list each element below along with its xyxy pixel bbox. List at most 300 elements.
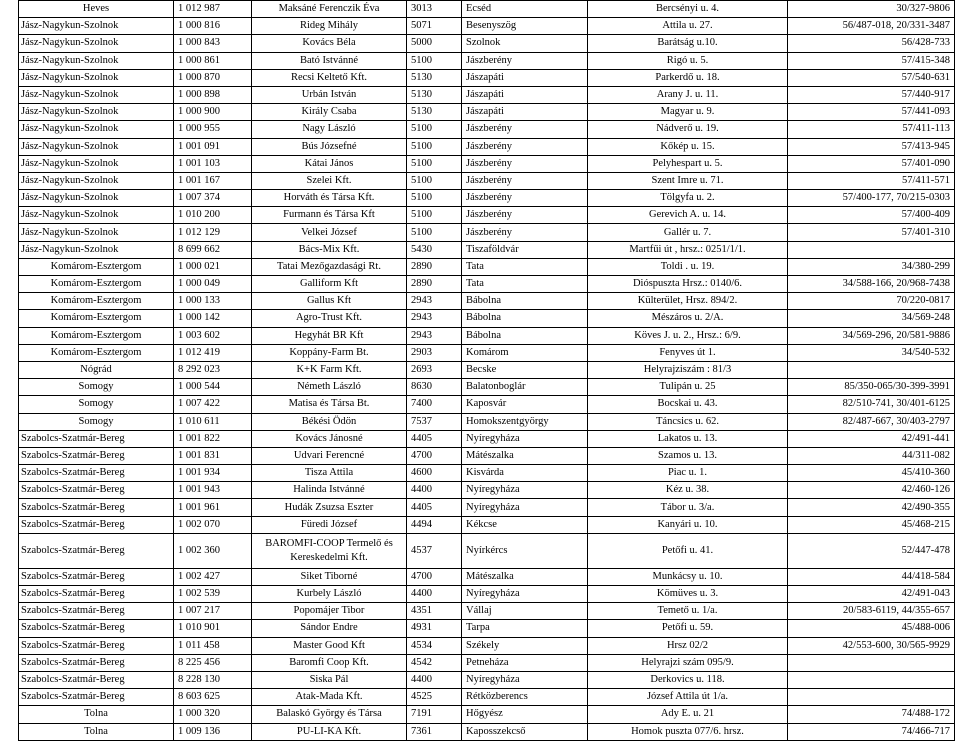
address-cell: Martfűi út , hrsz.: 0251/1/1. xyxy=(588,241,788,258)
postal-code-cell: 2903 xyxy=(407,344,462,361)
address-cell: Gerevich A. u. 14. xyxy=(588,207,788,224)
table-row xyxy=(19,276,955,293)
table-row xyxy=(19,706,955,723)
registry-id-cell: 1 000 133 xyxy=(174,293,252,310)
table-row xyxy=(19,35,955,52)
address-cell: Fenyves út 1. xyxy=(588,344,788,361)
address-cell: Parkerdő u. 18. xyxy=(588,69,788,86)
postal-code-cell: 4400 xyxy=(407,671,462,688)
county-cell: Jász-Nagykun-Szolnok xyxy=(19,190,174,207)
address-cell: Toldi . u. 19. xyxy=(588,258,788,275)
address-cell: Bocskai u. 43. xyxy=(588,396,788,413)
phone-cell xyxy=(788,671,955,688)
registry-id-cell: 1 012 987 xyxy=(174,1,252,18)
address-cell: Barátság u.10. xyxy=(588,35,788,52)
registry-id-cell: 1 007 422 xyxy=(174,396,252,413)
postal-code-cell: 5071 xyxy=(407,18,462,35)
city-cell: Becske xyxy=(462,361,588,378)
registry-id-cell: 1 001 167 xyxy=(174,172,252,189)
city-cell: Kaposszekcső xyxy=(462,723,588,740)
phone-cell: 56/487-018, 20/331-3487 xyxy=(788,18,955,35)
registry-id-cell: 1 000 049 xyxy=(174,276,252,293)
postal-code-cell: 4700 xyxy=(407,568,462,585)
holder-name-cell: Bató Istvánné xyxy=(252,52,407,69)
address-cell: Attila u. 27. xyxy=(588,18,788,35)
county-cell: Szabolcs-Szatmár-Bereg xyxy=(19,586,174,603)
registry-id-cell: 1 012 129 xyxy=(174,224,252,241)
county-cell: Tolna xyxy=(19,723,174,740)
table-row xyxy=(19,723,955,740)
phone-cell: 45/488-006 xyxy=(788,620,955,637)
city-cell: Nyíregyháza xyxy=(462,482,588,499)
phone-cell: 57/411-571 xyxy=(788,172,955,189)
table-row xyxy=(19,499,955,516)
city-cell: Jászapáti xyxy=(462,69,588,86)
registry-id-cell: 1 003 602 xyxy=(174,327,252,344)
registry-id-cell: 1 007 217 xyxy=(174,603,252,620)
postal-code-cell: 5100 xyxy=(407,224,462,241)
city-cell: Tarpa xyxy=(462,620,588,637)
holder-name-cell: Balaskó György és Társa xyxy=(252,706,407,723)
table-row xyxy=(19,533,955,568)
address-cell: Bercsényi u. 4. xyxy=(588,1,788,18)
registry-id-cell: 1 002 427 xyxy=(174,568,252,585)
holder-name-cell: Nagy László xyxy=(252,121,407,138)
holder-name-cell: Galliform Kft xyxy=(252,276,407,293)
city-cell: Bábolna xyxy=(462,310,588,327)
table-row xyxy=(19,138,955,155)
address-cell: Ady E. u. 21 xyxy=(588,706,788,723)
phone-cell: 34/380-299 xyxy=(788,258,955,275)
phone-cell: 34/540-532 xyxy=(788,344,955,361)
address-cell: Gallér u. 7. xyxy=(588,224,788,241)
county-cell: Szabolcs-Szatmár-Bereg xyxy=(19,430,174,447)
postal-code-cell: 2943 xyxy=(407,310,462,327)
address-cell: Dióspuszta Hrsz.: 0140/6. xyxy=(588,276,788,293)
postal-code-cell: 4405 xyxy=(407,499,462,516)
holder-name-cell: Sándor Endre xyxy=(252,620,407,637)
phone-cell: 57/415-348 xyxy=(788,52,955,69)
registry-id-cell: 1 001 943 xyxy=(174,482,252,499)
county-cell: Jász-Nagykun-Szolnok xyxy=(19,172,174,189)
table-row xyxy=(19,1,955,18)
postal-code-cell: 2943 xyxy=(407,293,462,310)
registry-id-cell: 1 001 934 xyxy=(174,465,252,482)
address-cell: Magyar u. 9. xyxy=(588,104,788,121)
postal-code-cell: 4400 xyxy=(407,586,462,603)
holder-name-cell: Recsi Keltető Kft. xyxy=(252,69,407,86)
county-cell: Szabolcs-Szatmár-Bereg xyxy=(19,533,174,568)
county-cell: Jász-Nagykun-Szolnok xyxy=(19,155,174,172)
county-cell: Nógrád xyxy=(19,361,174,378)
phone-cell: 34/569-296, 20/581-9886 xyxy=(788,327,955,344)
city-cell: Homokszentgyörgy xyxy=(462,413,588,430)
table-row xyxy=(19,155,955,172)
city-cell: Jászberény xyxy=(462,155,588,172)
postal-code-cell: 7400 xyxy=(407,396,462,413)
phone-cell: 20/583-6119, 44/355-657 xyxy=(788,603,955,620)
address-cell: Helyrajzi szám 095/9. xyxy=(588,654,788,671)
county-cell: Szabolcs-Szatmár-Bereg xyxy=(19,568,174,585)
phone-cell: 30/327-9806 xyxy=(788,1,955,18)
city-cell: Jászberény xyxy=(462,224,588,241)
postal-code-cell: 5130 xyxy=(407,86,462,103)
holder-name-cell: Füredi József xyxy=(252,516,407,533)
holder-name-cell: Kovács Béla xyxy=(252,35,407,52)
postal-code-cell: 4542 xyxy=(407,654,462,671)
address-cell: Tábor u. 3/a. xyxy=(588,499,788,516)
registry-id-cell: 1 010 611 xyxy=(174,413,252,430)
registry-id-cell: 1 000 955 xyxy=(174,121,252,138)
address-cell: Külterület, Hrsz. 894/2. xyxy=(588,293,788,310)
table-row xyxy=(19,86,955,103)
phone-cell: 74/488-172 xyxy=(788,706,955,723)
address-cell: Helyrajziszám : 81/3 xyxy=(588,361,788,378)
registry-id-cell: 8 228 130 xyxy=(174,671,252,688)
holder-name-cell: Atak-Mada Kft. xyxy=(252,689,407,706)
table-row xyxy=(19,207,955,224)
table-row xyxy=(19,104,955,121)
city-cell: Jászberény xyxy=(462,172,588,189)
postal-code-cell: 7361 xyxy=(407,723,462,740)
phone-cell: 45/410-360 xyxy=(788,465,955,482)
city-cell: Komárom xyxy=(462,344,588,361)
city-cell: Nyíregyháza xyxy=(462,430,588,447)
county-cell: Szabolcs-Szatmár-Bereg xyxy=(19,654,174,671)
county-cell: Jász-Nagykun-Szolnok xyxy=(19,69,174,86)
postal-code-cell: 5100 xyxy=(407,138,462,155)
city-cell: Tiszaföldvár xyxy=(462,241,588,258)
postal-code-cell: 5130 xyxy=(407,104,462,121)
holder-name-cell: Master Good Kft xyxy=(252,637,407,654)
county-cell: Szabolcs-Szatmár-Bereg xyxy=(19,637,174,654)
registry-id-cell: 1 002 539 xyxy=(174,586,252,603)
county-cell: Komárom-Esztergom xyxy=(19,258,174,275)
city-cell: Bábolna xyxy=(462,293,588,310)
phone-cell: 57/440-917 xyxy=(788,86,955,103)
phone-cell: 34/569-248 xyxy=(788,310,955,327)
address-cell: Lakatos u. 13. xyxy=(588,430,788,447)
phone-cell: 56/428-733 xyxy=(788,35,955,52)
phone-cell: 82/510-741, 30/401-6125 xyxy=(788,396,955,413)
county-cell: Szabolcs-Szatmár-Bereg xyxy=(19,516,174,533)
address-cell: Hrsz 02/2 xyxy=(588,637,788,654)
address-cell: Kéz u. 38. xyxy=(588,482,788,499)
county-cell: Szabolcs-Szatmár-Bereg xyxy=(19,482,174,499)
phone-cell: 42/491-441 xyxy=(788,430,955,447)
postal-code-cell: 3013 xyxy=(407,1,462,18)
registry-id-cell: 1 007 374 xyxy=(174,190,252,207)
county-cell: Szabolcs-Szatmár-Bereg xyxy=(19,603,174,620)
county-cell: Somogy xyxy=(19,396,174,413)
postal-code-cell: 5000 xyxy=(407,35,462,52)
registry-id-cell: 1 000 320 xyxy=(174,706,252,723)
city-cell: Balatonboglár xyxy=(462,379,588,396)
postal-code-cell: 4400 xyxy=(407,482,462,499)
table-row xyxy=(19,447,955,464)
registry-id-cell: 1 001 831 xyxy=(174,447,252,464)
address-cell: Köves J. u. 2., Hrsz.: 6/9. xyxy=(588,327,788,344)
phone-cell: 57/411-113 xyxy=(788,121,955,138)
registry-id-cell: 1 000 861 xyxy=(174,52,252,69)
county-cell: Szabolcs-Szatmár-Bereg xyxy=(19,620,174,637)
phone-cell: 57/413-945 xyxy=(788,138,955,155)
phone-cell: 85/350-065/30-399-3991 xyxy=(788,379,955,396)
address-cell: Nádverő u. 19. xyxy=(588,121,788,138)
phone-cell: 34/588-166, 20/968-7438 xyxy=(788,276,955,293)
registry-id-cell: 1 000 816 xyxy=(174,18,252,35)
address-cell: Rigó u. 5. xyxy=(588,52,788,69)
postal-code-cell: 5100 xyxy=(407,207,462,224)
phone-cell: 57/400-409 xyxy=(788,207,955,224)
holder-name-cell: Furmann és Társa Kft xyxy=(252,207,407,224)
postal-code-cell: 5100 xyxy=(407,155,462,172)
table-row xyxy=(19,241,955,258)
county-cell: Komárom-Esztergom xyxy=(19,344,174,361)
table-row xyxy=(19,689,955,706)
table-row xyxy=(19,361,955,378)
address-cell: Mészáros u. 2/A. xyxy=(588,310,788,327)
table-row xyxy=(19,671,955,688)
city-cell: Vállaj xyxy=(462,603,588,620)
address-cell: Kömüves u. 3. xyxy=(588,586,788,603)
address-cell: Tölgyfa u. 2. xyxy=(588,190,788,207)
address-cell: Szent Imre u. 71. xyxy=(588,172,788,189)
registry-id-cell: 1 001 822 xyxy=(174,430,252,447)
postal-code-cell: 4700 xyxy=(407,447,462,464)
city-cell: Bábolna xyxy=(462,327,588,344)
table-row xyxy=(19,430,955,447)
registry-id-cell: 1 001 091 xyxy=(174,138,252,155)
holder-name-cell: Németh László xyxy=(252,379,407,396)
county-cell: Jász-Nagykun-Szolnok xyxy=(19,18,174,35)
county-cell: Jász-Nagykun-Szolnok xyxy=(19,86,174,103)
phone-cell xyxy=(788,361,955,378)
county-cell: Jász-Nagykun-Szolnok xyxy=(19,104,174,121)
holder-name-cell: Tatai Mezőgazdasági Rt. xyxy=(252,258,407,275)
address-cell: Petőfi u. 41. xyxy=(588,533,788,568)
city-cell: Ecséd xyxy=(462,1,588,18)
holder-name-cell: Siket Tiborné xyxy=(252,568,407,585)
table-row xyxy=(19,344,955,361)
phone-cell: 70/220-0817 xyxy=(788,293,955,310)
registry-id-cell: 1 000 843 xyxy=(174,35,252,52)
table-row xyxy=(19,190,955,207)
address-cell: Szamos u. 13. xyxy=(588,447,788,464)
holder-name-cell: Popomájer Tibor xyxy=(252,603,407,620)
county-cell: Komárom-Esztergom xyxy=(19,293,174,310)
county-cell: Jász-Nagykun-Szolnok xyxy=(19,35,174,52)
county-cell: Jász-Nagykun-Szolnok xyxy=(19,121,174,138)
registry-table xyxy=(18,0,955,741)
phone-cell: 74/466-717 xyxy=(788,723,955,740)
address-cell: Kőkép u. 15. xyxy=(588,138,788,155)
holder-name-cell: Kovács Jánosné xyxy=(252,430,407,447)
postal-code-cell: 5100 xyxy=(407,190,462,207)
city-cell: Jászberény xyxy=(462,207,588,224)
city-cell: Jászberény xyxy=(462,121,588,138)
postal-code-cell: 5430 xyxy=(407,241,462,258)
county-cell: Komárom-Esztergom xyxy=(19,310,174,327)
city-cell: Petneháza xyxy=(462,654,588,671)
phone-cell xyxy=(788,241,955,258)
table-row xyxy=(19,516,955,533)
city-cell: Nyíregyháza xyxy=(462,671,588,688)
phone-cell: 57/441-093 xyxy=(788,104,955,121)
postal-code-cell: 4534 xyxy=(407,637,462,654)
address-cell: Homok puszta 077/6. hrsz. xyxy=(588,723,788,740)
county-cell: Heves xyxy=(19,1,174,18)
postal-code-cell: 4351 xyxy=(407,603,462,620)
table-row xyxy=(19,637,955,654)
registry-id-cell: 8 292 023 xyxy=(174,361,252,378)
table-row xyxy=(19,465,955,482)
phone-cell: 42/491-043 xyxy=(788,586,955,603)
postal-code-cell: 4405 xyxy=(407,430,462,447)
phone-cell: 57/401-090 xyxy=(788,155,955,172)
table-row xyxy=(19,258,955,275)
table-row xyxy=(19,327,955,344)
registry-id-cell: 1 012 419 xyxy=(174,344,252,361)
registry-id-cell: 1 000 142 xyxy=(174,310,252,327)
table-row xyxy=(19,568,955,585)
table-row xyxy=(19,379,955,396)
county-cell: Szabolcs-Szatmár-Bereg xyxy=(19,689,174,706)
table-row xyxy=(19,413,955,430)
postal-code-cell: 4931 xyxy=(407,620,462,637)
holder-name-cell: Halinda Istvánné xyxy=(252,482,407,499)
city-cell: Kékcse xyxy=(462,516,588,533)
holder-name-cell: Hudák Zsuzsa Eszter xyxy=(252,499,407,516)
city-cell: Rétközberencs xyxy=(462,689,588,706)
postal-code-cell: 7537 xyxy=(407,413,462,430)
holder-name-cell: Agro-Trust Kft. xyxy=(252,310,407,327)
county-cell: Szabolcs-Szatmár-Bereg xyxy=(19,465,174,482)
postal-code-cell: 5100 xyxy=(407,172,462,189)
city-cell: Tata xyxy=(462,258,588,275)
table-row xyxy=(19,586,955,603)
city-cell: Szolnok xyxy=(462,35,588,52)
table-row xyxy=(19,396,955,413)
city-cell: Nyíregyháza xyxy=(462,586,588,603)
city-cell: Hőgyész xyxy=(462,706,588,723)
county-cell: Komárom-Esztergom xyxy=(19,276,174,293)
phone-cell: 42/553-600, 30/565-9929 xyxy=(788,637,955,654)
city-cell: Jászapáti xyxy=(462,86,588,103)
holder-name-cell: Koppány-Farm Bt. xyxy=(252,344,407,361)
postal-code-cell: 5100 xyxy=(407,121,462,138)
holder-name-cell: Szelei Kft. xyxy=(252,172,407,189)
holder-name-cell: Urbán István xyxy=(252,86,407,103)
table-row xyxy=(19,310,955,327)
holder-name-cell: Kurbely László xyxy=(252,586,407,603)
address-cell: Arany J. u. 11. xyxy=(588,86,788,103)
table-row xyxy=(19,172,955,189)
address-cell: Tulipán u. 25 xyxy=(588,379,788,396)
holder-name-cell: Hegyhát BR Kft xyxy=(252,327,407,344)
registry-id-cell: 1 000 870 xyxy=(174,69,252,86)
county-cell: Jász-Nagykun-Szolnok xyxy=(19,224,174,241)
county-cell: Szabolcs-Szatmár-Bereg xyxy=(19,499,174,516)
phone-cell: 42/490-355 xyxy=(788,499,955,516)
holder-name-cell: K+K Farm Kft. xyxy=(252,361,407,378)
phone-cell: 45/468-215 xyxy=(788,516,955,533)
table-row xyxy=(19,121,955,138)
postal-code-cell: 4494 xyxy=(407,516,462,533)
phone-cell: 44/311-082 xyxy=(788,447,955,464)
postal-code-cell: 8630 xyxy=(407,379,462,396)
holder-name-cell: Tisza Attila xyxy=(252,465,407,482)
registry-id-cell: 1 009 136 xyxy=(174,723,252,740)
registry-id-cell: 1 010 901 xyxy=(174,620,252,637)
holder-name-cell: Udvari Ferencné xyxy=(252,447,407,464)
registry-id-cell: 8 699 662 xyxy=(174,241,252,258)
city-cell: Mátészalka xyxy=(462,568,588,585)
county-cell: Jász-Nagykun-Szolnok xyxy=(19,52,174,69)
table-row xyxy=(19,620,955,637)
holder-name-cell: Maksáné Ferenczik Éva xyxy=(252,1,407,18)
phone-cell: 44/418-584 xyxy=(788,568,955,585)
postal-code-cell: 2943 xyxy=(407,327,462,344)
address-cell: Pelyhespart u. 5. xyxy=(588,155,788,172)
table-row xyxy=(19,482,955,499)
city-cell: Nyírkércs xyxy=(462,533,588,568)
county-cell: Komárom-Esztergom xyxy=(19,327,174,344)
holder-name-cell: Gallus Kft xyxy=(252,293,407,310)
registry-id-cell: 1 000 900 xyxy=(174,104,252,121)
phone-cell: 42/460-126 xyxy=(788,482,955,499)
table-row xyxy=(19,224,955,241)
registry-id-cell: 8 225 456 xyxy=(174,654,252,671)
city-cell: Besenyszög xyxy=(462,18,588,35)
registry-id-cell: 1 002 070 xyxy=(174,516,252,533)
phone-cell: 57/401-310 xyxy=(788,224,955,241)
phone-cell: 52/447-478 xyxy=(788,533,955,568)
holder-name-cell: PU-LI-KA Kft. xyxy=(252,723,407,740)
table-row xyxy=(19,654,955,671)
postal-code-cell: 2890 xyxy=(407,258,462,275)
holder-name-cell: Kátai János xyxy=(252,155,407,172)
postal-code-cell: 2693 xyxy=(407,361,462,378)
city-cell: Jászapáti xyxy=(462,104,588,121)
table-row xyxy=(19,69,955,86)
county-cell: Jász-Nagykun-Szolnok xyxy=(19,207,174,224)
postal-code-cell: 5130 xyxy=(407,69,462,86)
county-cell: Szabolcs-Szatmár-Bereg xyxy=(19,447,174,464)
county-cell: Somogy xyxy=(19,379,174,396)
holder-name-cell: Bús Józsefné xyxy=(252,138,407,155)
phone-cell: 82/487-667, 30/403-2797 xyxy=(788,413,955,430)
address-cell: József Attila út 1/a. xyxy=(588,689,788,706)
address-cell: Munkácsy u. 10. xyxy=(588,568,788,585)
county-cell: Jász-Nagykun-Szolnok xyxy=(19,241,174,258)
phone-cell xyxy=(788,689,955,706)
document-page xyxy=(18,0,954,741)
city-cell: Kisvárda xyxy=(462,465,588,482)
holder-name-cell: Siska Pál xyxy=(252,671,407,688)
address-cell: Táncsics u. 62. xyxy=(588,413,788,430)
county-cell: Jász-Nagykun-Szolnok xyxy=(19,138,174,155)
registry-id-cell: 1 011 458 xyxy=(174,637,252,654)
address-cell: Kanyári u. 10. xyxy=(588,516,788,533)
holder-name-cell: Békési Ödön xyxy=(252,413,407,430)
holder-name-cell: Velkei József xyxy=(252,224,407,241)
registry-id-cell: 1 010 200 xyxy=(174,207,252,224)
holder-name-cell: Horváth és Társa Kft. xyxy=(252,190,407,207)
county-cell: Somogy xyxy=(19,413,174,430)
holder-name-cell: Rideg Mihály xyxy=(252,18,407,35)
postal-code-cell: 2890 xyxy=(407,276,462,293)
